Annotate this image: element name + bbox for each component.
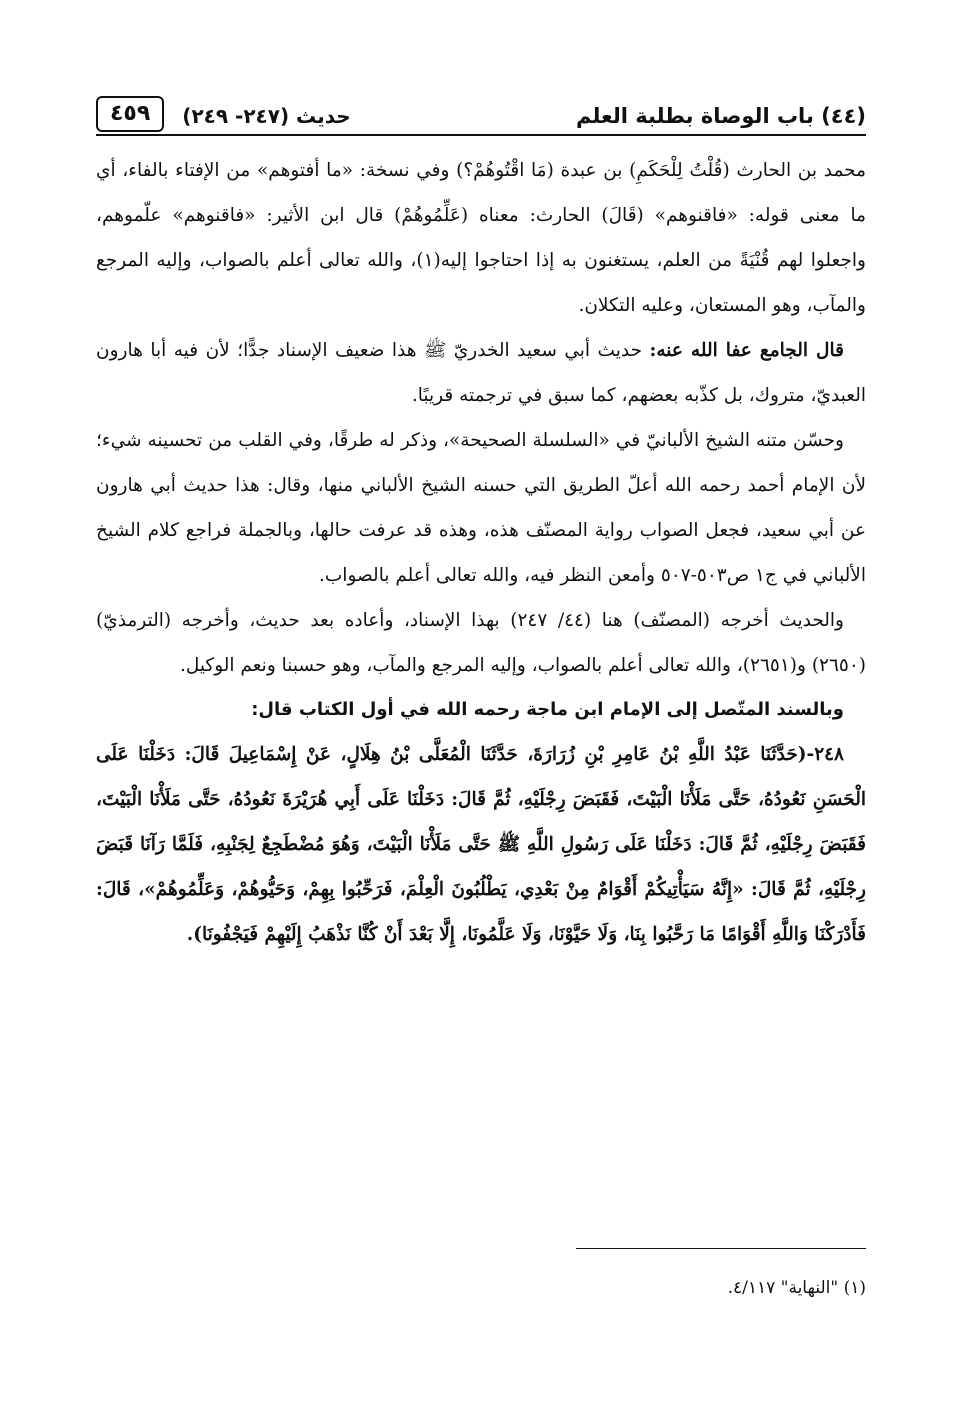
commentary-paragraph-2	[96, 328, 866, 418]
chapter-title: (٤٤) باب الوصاة بطلبة العلم	[576, 104, 866, 128]
page-header	[96, 78, 866, 136]
commentary-paragraph-1: محمد بن الحارث (قُلْتُ لِلْحَكَمِ) بن عبدة (مَا اقْتُوهُمْ؟) وفي نسخة: «ما أفتوهم» من الإفتاء بالفاء، أي ما معنى قوله: «فاقنوهم» (قَالَ) الحارث: معناه (عَلِّمُوهُمْ) قال ابن الأثير: «فاقنوهم» علّموهم، واجعلوا لهم قُنْيَةً من العلم، يستغنون به إذا احتاجوا إليه(١)، والله تعالى أعلم بالصواب، وإليه المرجع والمآب، وهو المستعان، وعليه التكلان.	[96, 160, 866, 316]
hadith-range: حديث (٢٤٧- ٢٤٩)	[182, 104, 351, 128]
isnad-heading: وبالسند المتّصل إلى الإمام ابن ماجة رحمه الله في أول الكتاب قال:	[251, 699, 844, 720]
hadith-248-text: ٢٤٨-(حَدَّثَنَا عَبْدُ اللَّهِ بْنُ عَامِرِ بْنِ زُرَارَةَ، حَدَّثَنَا الْمُعَلَّى بْنُ هِلَالٍ، عَنْ إِسْمَاعِيلَ قَالَ: دَخَلْنَا عَلَى الْحَسَنِ نَعُودُهُ، حَتَّى مَلَأْنَا الْبَيْتَ، فَقَبَضَ رِجْلَيْهِ، ثُمَّ قَالَ: دَخَلْنَا عَلَى أَبِي هُرَيْرَةَ نَعُودُهُ، حَتَّى مَلَأْنَا الْبَيْتَ، فَقَبَضَ رِجْلَيْهِ، ثُمَّ قَالَ: دَخَلْنَا عَلَى رَسُولِ اللَّهِ ﷺ حَتَّى مَلَأْنَا الْبَيْتَ، وَهُوَ مُضْطَجِعٌ لِجَنْبِهِ، فَلَمَّا رَآنَا قَبَضَ رِجْلَيْهِ، ثُمَّ قَالَ: «إِنَّهُ سَيَأْتِيكُمْ أَقْوَامٌ مِنْ بَعْدِي، يَطْلُبُونَ الْعِلْمَ، فَرَحِّبُوا بِهِمْ، وَحَيُّوهُمْ، وَعَلِّمُوهُمْ»، قَالَ: فَأَدْرَكْنَا وَاللَّهِ أَقْوَامًا مَا رَحَّبُوا بِنَا، وَلَا حَيَّوْنَا، وَلَا عَلَّمُونَا، إِلَّا بَعْدَ أَنْ كُنَّا نَذْهَبُ إِلَيْهِمْ فَيَجْفُونَا).	[96, 744, 866, 945]
header-left-group	[96, 96, 351, 128]
commentary-paragraph-4: والحديث أخرجه (المصنّف) هنا (٤٤/ ٢٤٧) بهذا الإسناد، وأعاده بعد حديث، وأخرجه (الترمذيّ) (٢٦٥٠) و(٢٦٥١)، والله تعالى أعلم بالصواب، وإليه المرجع والمآب، وهو حسبنا ونعم الوكيل.	[96, 610, 866, 676]
compiler-note-lead: قال الجامع عفا الله عنه:	[649, 340, 844, 361]
compiler-note-text: حديث أبي سعيد الخدريّ ﷺ هذا ضعيف الإسناد جدًّا؛ لأن فيه أبا هارون العبديّ، متروك، بل كذّبه بعضهم، كما سبق في ترجمته قريبًا.	[96, 340, 866, 406]
footnote: (١) "النهاية" ٤/١١٧.	[727, 1278, 866, 1298]
book-page	[96, 78, 866, 1348]
page-number-badge: ٤٥٩	[96, 96, 164, 132]
commentary-paragraph-3: وحسّن متنه الشيخ الألبانيّ في «السلسلة الصحيحة»، وذكر له طرقًا، وفي القلب من تحسينه شيء؛ لأن الإمام أحمد رحمه الله أعلّ الطريق التي حسنه الشيخ الألباني منها، وقال: هذا حديث أبي هارون عن أبي سعيد، فجعل الصواب رواية المصنّف هذه، وهذه قد عرفت حالها، وبالجملة فراجع كلام الشيخ الألباني في ج١ ص٥٠٣-٥٠٧ وأمعن النظر فيه، والله تعالى أعلم بالصواب.	[96, 430, 866, 586]
page-body	[96, 148, 866, 957]
footnote-divider	[576, 1248, 866, 1249]
